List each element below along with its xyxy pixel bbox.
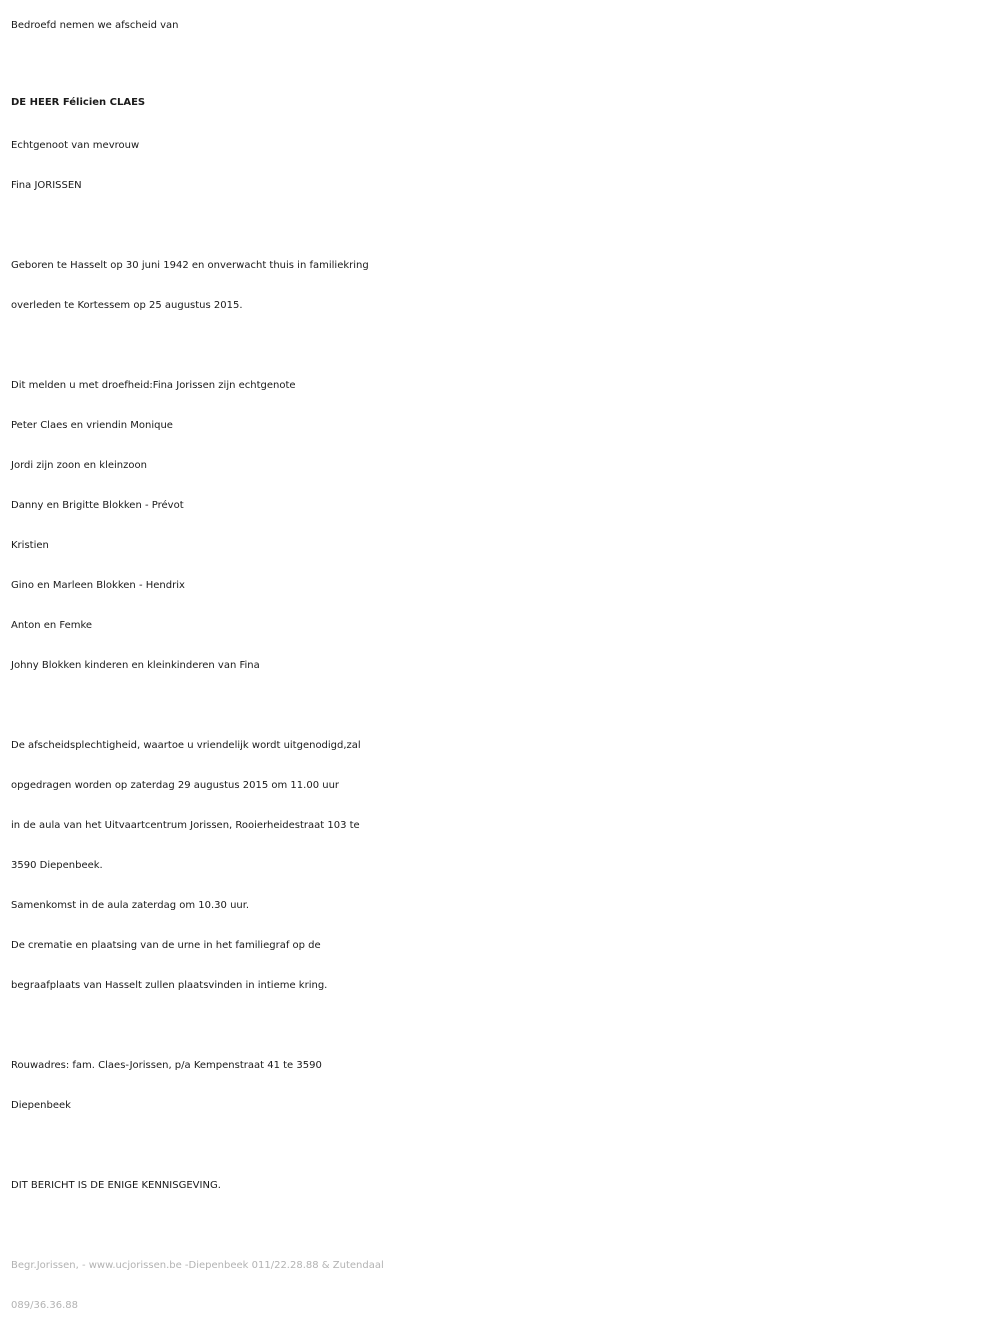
spacer — [11, 46, 991, 78]
address-line: Rouwadres: fam. Claes-Jorissen, p/a Kempenstraat 41 te 3590 — [11, 1060, 322, 1071]
family-line: Jordi zijn zoon en kleinzoon — [11, 460, 147, 471]
spacer — [11, 686, 991, 726]
spacer — [11, 1006, 991, 1046]
footer-line: Begr.Jorissen, - www.ucjorissen.be -Diepenbeek 011/22.28.88 & Zutendaal — [11, 1260, 384, 1271]
family-line: Anton en Femke — [11, 620, 93, 631]
family-line: Johny Blokken kinderen en kleinkinderen van Fina — [11, 660, 260, 671]
intro-text: Bedroefd nemen we afscheid van — [11, 20, 179, 31]
ceremony-line: begraafplaats van Hasselt zullen plaatsvinden in intieme kring. — [11, 980, 328, 991]
spacer — [11, 206, 991, 246]
death-notice — [11, 6, 991, 1326]
family-line: Peter Claes en vriendin Monique — [11, 420, 173, 431]
ceremony-line: De crematie en plaatsing van de urne in het familiegraf op de — [11, 940, 321, 951]
spouse-line: Echtgenoot van mevrouw — [11, 140, 140, 151]
ceremony-line: De afscheidsplechtigheid, waartoe u vriendelijk wordt uitgenodigd,zal — [11, 740, 361, 751]
notice-text: DIT BERICHT IS DE ENIGE KENNISGEVING. — [11, 1180, 221, 1191]
footer-line: 089/36.36.88 — [11, 1300, 78, 1311]
ceremony-line: Samenkomst in de aula zaterdag om 10.30 uur. — [11, 900, 250, 911]
family-line: Kristien — [11, 540, 49, 551]
spacer — [11, 1126, 991, 1166]
family-line: Dit melden u met droefheid:Fina Jorissen zijn echtgenote — [11, 380, 296, 391]
family-line: Gino en Marleen Blokken - Hendrix — [11, 580, 185, 591]
ceremony-line: opgedragen worden op zaterdag 29 augustus 2015 om 11.00 uur — [11, 780, 340, 791]
spacer — [11, 1206, 991, 1246]
deceased-name: DE HEER Félicien CLAES — [11, 97, 146, 108]
spacer — [11, 326, 991, 366]
family-line: Danny en Brigitte Blokken - Prévot — [11, 500, 184, 511]
birth-death-line: Geboren te Hasselt op 30 juni 1942 en onverwacht thuis in familiekring — [11, 260, 369, 271]
ceremony-line: 3590 Diepenbeek. — [11, 860, 103, 871]
ceremony-line: in de aula van het Uitvaartcentrum Jorissen, Rooierheidestraat 103 te — [11, 820, 360, 831]
address-line: Diepenbeek — [11, 1100, 71, 1111]
spouse-line: Fina JORISSEN — [11, 180, 82, 191]
birth-death-line: overleden te Kortessem op 25 augustus 2015. — [11, 300, 243, 311]
